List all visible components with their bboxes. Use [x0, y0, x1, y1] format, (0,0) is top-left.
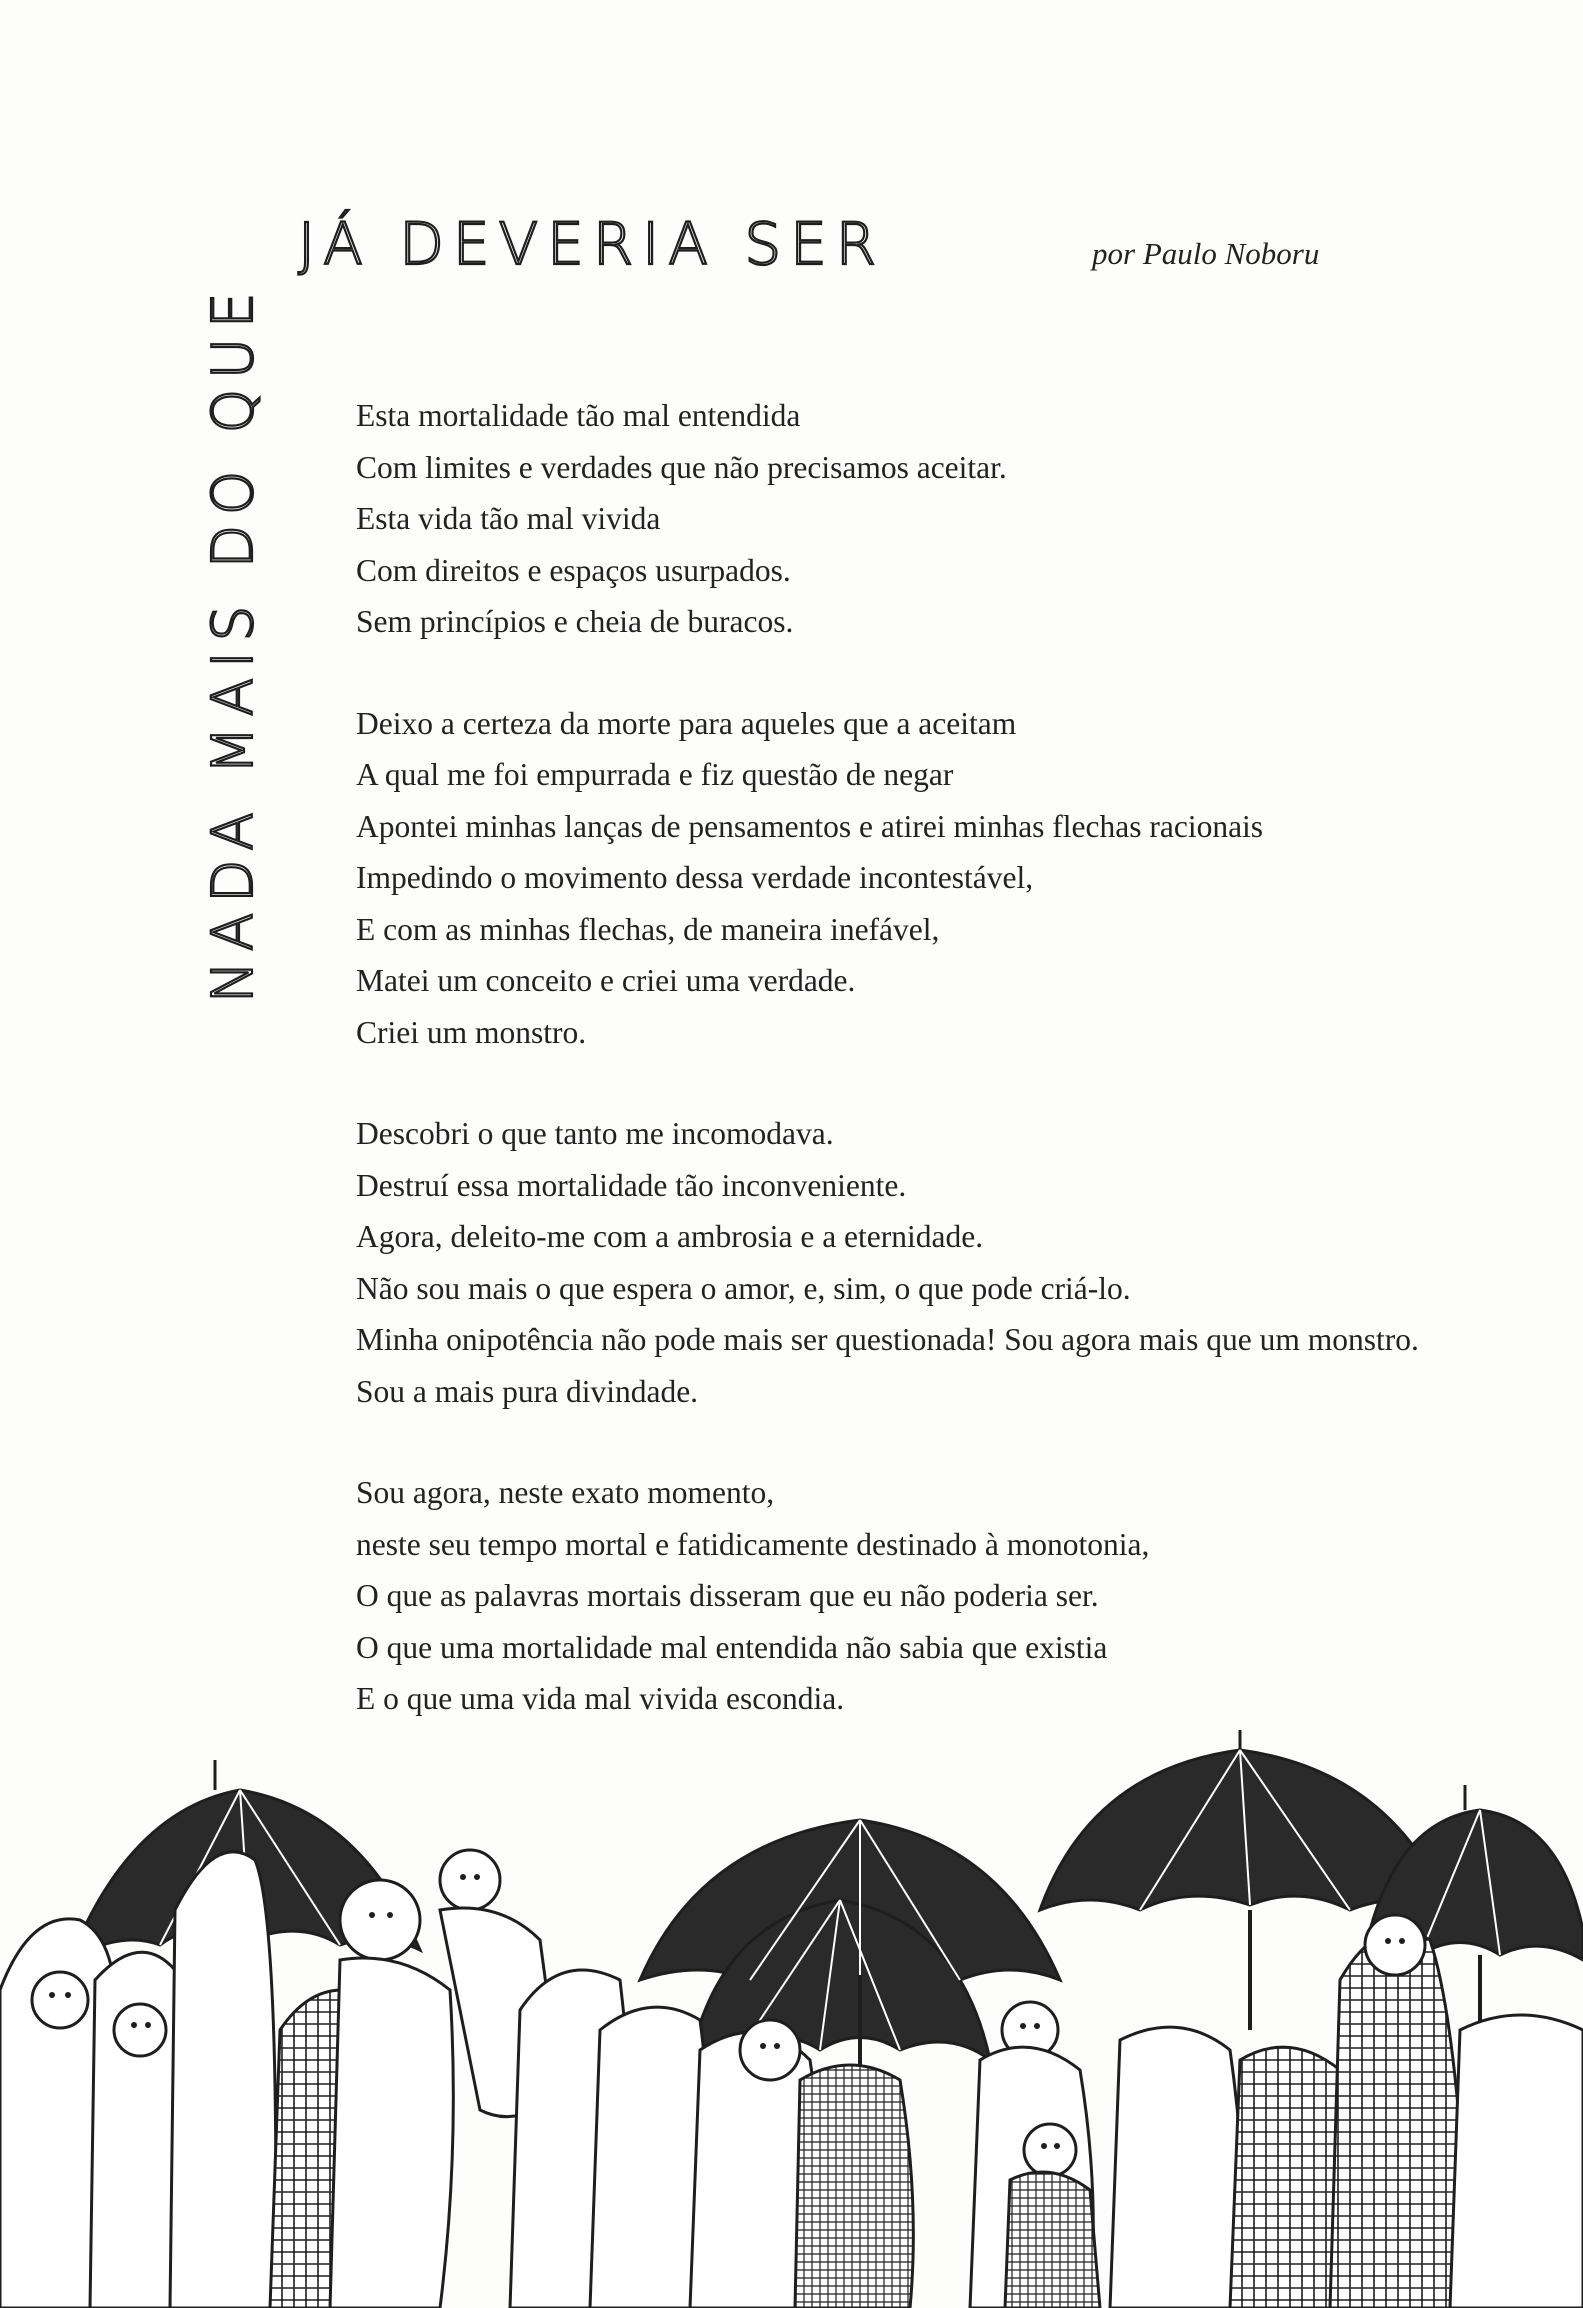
- author-byline: por Paulo Noboru: [1092, 236, 1320, 271]
- poem-line: Esta mortalidade tão mal entendida: [356, 398, 801, 433]
- poem-line: Minha onipotência não pode mais ser questionada! Sou agora mais que um monstro.: [356, 1322, 1419, 1357]
- poem-line: Sou a mais pura divindade.: [356, 1373, 699, 1409]
- poem-line: Destruí essa mortalidade tão inconveniente.: [356, 1167, 907, 1203]
- poem-line: E com as minhas flechas, de maneira inefável,: [356, 911, 940, 947]
- stanza-3: [356, 1108, 1556, 1417]
- poem-line: O que uma mortalidade mal entendida não sabia que existia: [356, 1629, 1108, 1665]
- poem-line: Impedindo o movimento dessa verdade incontestável,: [356, 860, 1034, 895]
- stanza-4: [356, 1467, 1556, 1725]
- poem-line: A qual me foi empurrada e fiz questão de negar: [356, 757, 954, 792]
- poem-line: Deixo a certeza da morte para aqueles que a aceitam: [356, 705, 1017, 741]
- poem-line: Esta vida tão mal vivida: [356, 501, 661, 536]
- poem-line: neste seu tempo mortal e fatidicamente destinado à monotonia,: [356, 1526, 1150, 1562]
- stanza-1: [356, 390, 1556, 648]
- poem-line: Não sou mais o que espera o amor, e, sim, o que pode criá-lo.: [356, 1270, 1131, 1306]
- poem-line: Agora, deleito-me com a ambrosia e a eternidade.: [356, 1219, 984, 1254]
- title-vertical: NADA MAIS DO QUE: [201, 282, 266, 1003]
- poem-line: Com direitos e espaços usurpados.: [356, 552, 791, 588]
- poem-line: O que as palavras mortais disseram que eu não poderia ser.: [356, 1578, 1099, 1613]
- poem-line: Matei um conceito e criei uma verdade.: [356, 963, 856, 998]
- poem-line: Descobri o que tanto me incomodava.: [356, 1116, 834, 1151]
- poem-body: [356, 390, 1556, 1775]
- poem-line: Sem princípios e cheia de buracos.: [356, 604, 794, 639]
- poem-line: E o que uma vida mal vivida escondia.: [356, 1681, 845, 1716]
- poem-line: Apontei minhas lanças de pensamentos e atirei minhas flechas racionais: [356, 808, 1264, 844]
- poem-line: Criei um monstro.: [356, 1014, 587, 1050]
- stanza-2: [356, 698, 1556, 1059]
- title-horizontal: JÁ DEVERIA SER: [298, 210, 886, 278]
- umbrella-crowd-illustration: [0, 1730, 1583, 2308]
- poem-line: Sou agora, neste exato momento,: [356, 1475, 775, 1510]
- poem-line: Com limites e verdades que não precisamos aceitar.: [356, 449, 1007, 485]
